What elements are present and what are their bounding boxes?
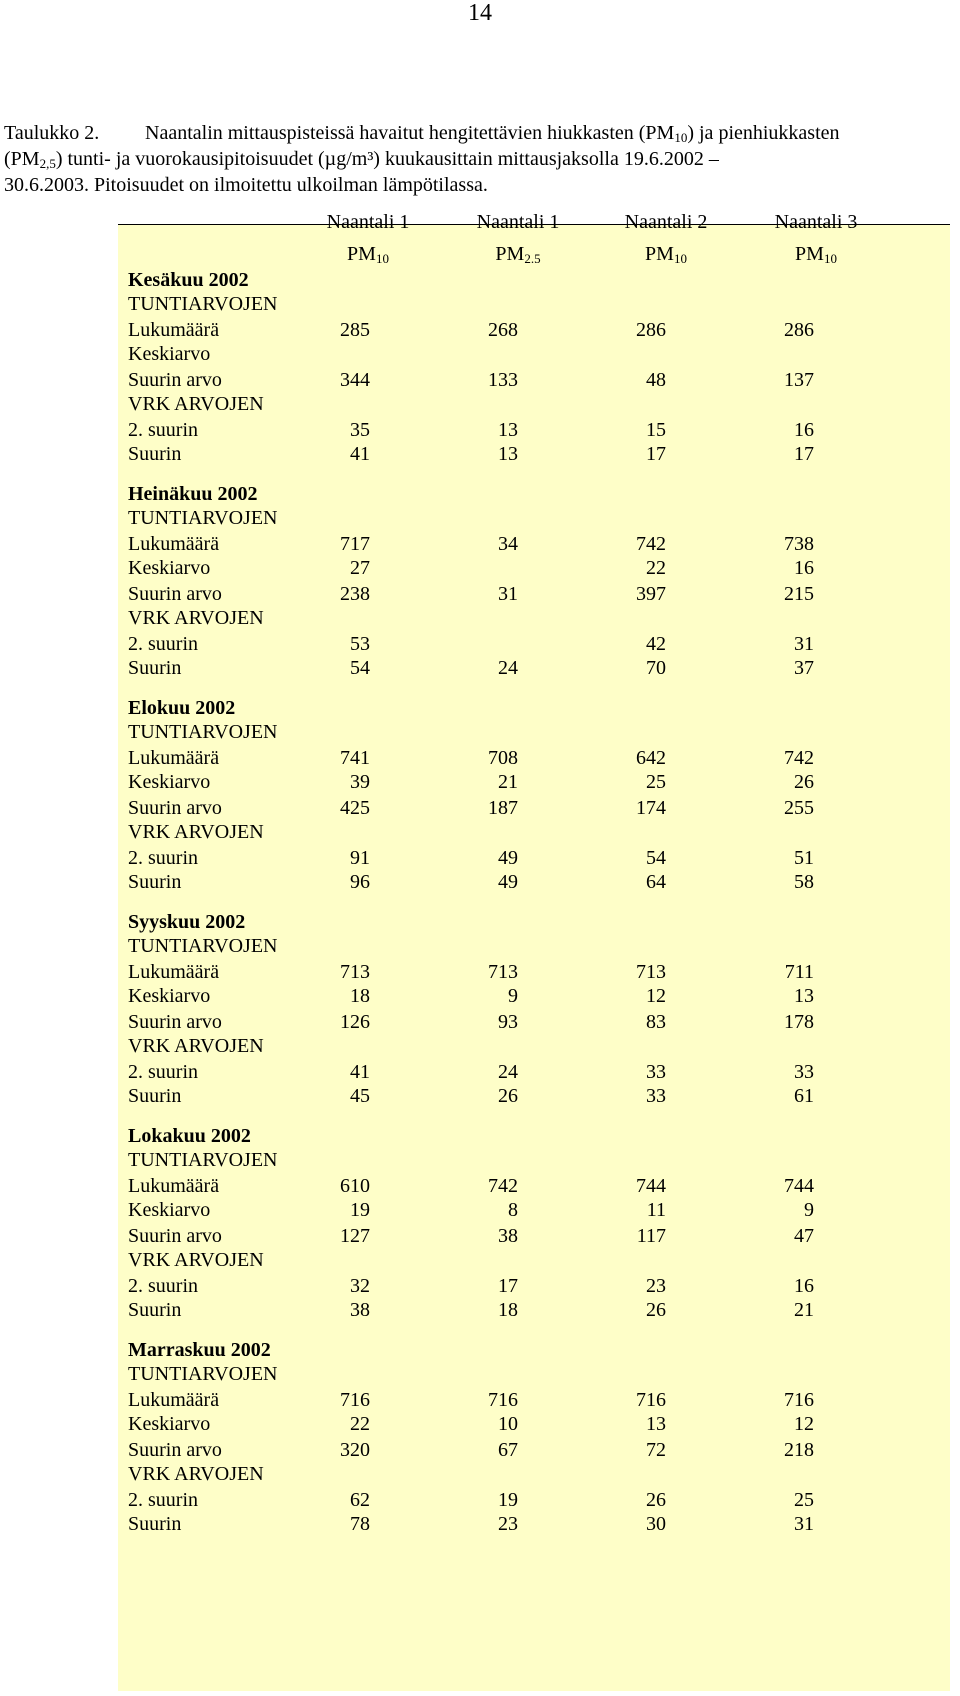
unit-subscript: 10 [673,251,687,266]
row-label: 2. suurin [128,1489,198,1511]
table-cell: 21 [498,771,518,793]
table-row [118,871,950,897]
table-cell: 34 [498,533,518,555]
row-label: TUNTIARVOJEN [128,1363,278,1385]
table-cell: 255 [784,797,814,819]
table-cell: 12 [646,985,666,1007]
table-cell: 218 [784,1439,814,1461]
column-header-station: Naantali 1 [326,211,410,233]
table-cell: 26 [498,1085,518,1107]
table-row [118,697,950,723]
table-row [118,319,950,345]
table-row [118,607,950,633]
table-row [118,1513,950,1539]
column-header-station: Naantali 3 [774,211,858,233]
table-row [118,911,950,937]
caption-line-3: 30.6.2003. Pitoisuudet on ilmoitettu ulkoilman lämpötilassa. [4,174,488,196]
month-heading: Elokuu 2002 [128,697,236,719]
table-cell: 33 [646,1061,666,1083]
table-cell: 716 [636,1389,666,1411]
table-cell: 72 [646,1439,666,1461]
row-label: TUNTIARVOJEN [128,293,278,315]
table-row [118,393,950,419]
table-cell: 286 [784,319,814,341]
table-cell: 126 [340,1011,370,1033]
row-label: Suurin arvo [128,1011,222,1033]
table-cell: 30 [646,1513,666,1535]
table-cell: 51 [794,847,814,869]
table-cell: 31 [794,633,814,655]
table-cell: 716 [488,1389,518,1411]
table-cell: 25 [646,771,666,793]
table-cell: 137 [784,369,814,391]
table-cell: 16 [794,1275,814,1297]
month-heading: Lokakuu 2002 [128,1125,251,1147]
table-cell: 19 [350,1199,370,1221]
table-cell: 744 [636,1175,666,1197]
table-cell: 12 [794,1413,814,1435]
row-label: Lukumäärä [128,1175,220,1197]
table-row [118,771,950,797]
row-label: Suurin arvo [128,369,222,391]
table-row [118,1249,950,1275]
row-label: TUNTIARVOJEN [128,1149,278,1171]
table-row [118,1035,950,1061]
table-row [118,507,950,533]
table-row [118,657,950,683]
table-row [118,443,950,469]
table-cell: 15 [646,419,666,441]
table-cell: 47 [794,1225,814,1247]
table-cell: 13 [498,419,518,441]
table-cell: 642 [636,747,666,769]
table-cell: 22 [350,1413,370,1435]
table-cell: 25 [794,1489,814,1511]
table-cell: 21 [794,1299,814,1321]
table-cell: 78 [350,1513,370,1535]
row-label: Suurin arvo [128,1439,222,1461]
table-row [118,269,950,295]
table-cell: 37 [794,657,814,679]
table-cell: 31 [498,583,518,605]
table-cell: 17 [646,443,666,465]
table-row [118,1275,950,1301]
table-cell: 41 [350,443,370,465]
row-label: Suurin [128,657,182,679]
table-cell: 742 [636,533,666,555]
row-label: Suurin [128,1513,182,1535]
row-label: Keskiarvo [128,557,211,579]
table-cell: 13 [794,985,814,1007]
table-cell: 344 [340,369,370,391]
table-cell: 13 [646,1413,666,1435]
row-label: Suurin arvo [128,797,222,819]
table-cell: 23 [646,1275,666,1297]
table-cell: 33 [794,1061,814,1083]
table-row [118,1149,950,1175]
table-cell: 24 [498,1061,518,1083]
table-cell: 19 [498,1489,518,1511]
table-row [118,1125,950,1151]
table-cell: 38 [350,1299,370,1321]
table-cell: 93 [498,1011,518,1033]
table-row [118,343,950,369]
table-cell: 61 [794,1085,814,1107]
row-label: Suurin [128,1299,182,1321]
table-cell: 32 [350,1275,370,1297]
table-row [118,721,950,747]
table-cell: 27 [350,557,370,579]
table-cell: 17 [794,443,814,465]
table-cell: 45 [350,1085,370,1107]
row-label: Keskiarvo [128,771,211,793]
column-header-unit: $PM_{10}$ [645,243,687,266]
table-row [118,1085,950,1111]
page-number: 14 [468,0,492,26]
row-label: Lukumäärä [128,533,220,555]
caption-label: Taulukko 2. [4,122,100,144]
row-label: VRK ARVOJEN [128,1249,264,1271]
table-cell: 744 [784,1175,814,1197]
table-cell: 22 [646,557,666,579]
table-row [118,797,950,823]
table-cell: 41 [350,1061,370,1083]
table-cell: 425 [340,797,370,819]
table-row [118,1489,950,1515]
row-label: TUNTIARVOJEN [128,507,278,529]
row-label: 2. suurin [128,419,198,441]
table-row [118,583,950,609]
table-cell: 238 [340,583,370,605]
table-row [118,293,950,319]
table-row [118,1339,950,1365]
table-row [118,1463,950,1489]
month-heading: Marraskuu 2002 [128,1339,271,1361]
table-cell: 33 [646,1085,666,1107]
table-row [118,1225,950,1251]
table-cell: 9 [804,1199,814,1221]
table-row [118,1299,950,1325]
row-label: 2. suurin [128,1061,198,1083]
table-row [118,419,950,445]
table-cell: 117 [636,1225,666,1247]
row-label: VRK ARVOJEN [128,607,264,629]
table-cell: 320 [340,1439,370,1461]
table-row [118,1389,950,1415]
table-cell: 741 [340,747,370,769]
caption-line-2: $(PM_{2,5})$ tunti- ja vuorokausipitoisuudet (µg/m³) kuukausittain mittausjaksolla 19.6.2002 – [4,148,719,171]
table-cell: 49 [498,871,518,893]
column-header-station: Naantali 1 [476,211,560,233]
row-label: Suurin [128,1085,182,1107]
table-cell: 58 [794,871,814,893]
table-cell: 713 [488,961,518,983]
table-cell: 11 [646,1199,666,1221]
table-row [118,1363,950,1389]
table-cell: 26 [794,771,814,793]
month-heading: Heinäkuu 2002 [128,483,258,505]
table-row [118,633,950,659]
table-cell: 8 [508,1199,518,1221]
table-cell: 610 [340,1175,370,1197]
table-cell: 742 [784,747,814,769]
table-cell: 31 [794,1513,814,1535]
row-label: Keskiarvo [128,1199,211,1221]
table-cell: 133 [488,369,518,391]
row-label: 2. suurin [128,1275,198,1297]
row-label: 2. suurin [128,847,198,869]
row-label: TUNTIARVOJEN [128,721,278,743]
table-cell: 17 [498,1275,518,1297]
table-cell: 64 [646,871,666,893]
table-cell: 23 [498,1513,518,1535]
table-cell: 10 [498,1413,518,1435]
table-cell: 127 [340,1225,370,1247]
table-cell: 18 [498,1299,518,1321]
table-cell: 26 [646,1489,666,1511]
table-row [118,1175,950,1201]
row-label: Lukumäärä [128,1389,220,1411]
table-cell: 62 [350,1489,370,1511]
table-cell: 49 [498,847,518,869]
table-cell: 35 [350,419,370,441]
table-cell: 96 [350,871,370,893]
table-cell: 215 [784,583,814,605]
table-cell: 48 [646,369,666,391]
caption-line-1: Naantalin mittauspisteissä havaitut hengitettävien hiukkasten $(PM_{10})$ ja pienhiukkasten [145,122,840,145]
row-label: VRK ARVOJEN [128,821,264,843]
table-cell: 711 [784,961,814,983]
row-label: Keskiarvo [128,985,211,1007]
table-row [118,821,950,847]
column-header-station: Naantali 2 [624,211,708,233]
row-label: Suurin arvo [128,1225,222,1247]
table-row [118,747,950,773]
table-row [118,847,950,873]
table-row [118,533,950,559]
table-cell: 38 [498,1225,518,1247]
month-heading: Kesäkuu 2002 [128,269,249,291]
row-label: Suurin [128,871,182,893]
row-label: Lukumäärä [128,319,220,341]
table-row [118,1061,950,1087]
table-cell: 91 [350,847,370,869]
table-cell: 42 [646,633,666,655]
table-row [118,961,950,987]
table-cell: 18 [350,985,370,1007]
row-label: TUNTIARVOJEN [128,935,278,957]
table-row [118,369,950,395]
table-row [118,1011,950,1037]
table-cell: 286 [636,319,666,341]
table-cell: 716 [784,1389,814,1411]
table-cell: 53 [350,633,370,655]
table-cell: 187 [488,797,518,819]
row-label: Lukumäärä [128,961,220,983]
data-table [118,211,950,1691]
row-label: VRK ARVOJEN [128,1035,264,1057]
table-cell: 54 [350,657,370,679]
table-row [118,985,950,1011]
table-cell: 54 [646,847,666,869]
table-cell: 742 [488,1175,518,1197]
table-row [118,557,950,583]
table-cell: 708 [488,747,518,769]
row-label: Lukumäärä [128,747,220,769]
row-label: 2. suurin [128,633,198,655]
table-cell: 16 [794,557,814,579]
table-row [118,1199,950,1225]
column-header-unit: $PM_{2.5}$ [495,243,541,266]
table-row [118,1439,950,1465]
table-cell: 39 [350,771,370,793]
table-cell: 16 [794,419,814,441]
table-cell: 174 [636,797,666,819]
row-label: Suurin [128,443,182,465]
table-cell: 13 [498,443,518,465]
table-cell: 9 [508,985,518,1007]
table-cell: 178 [784,1011,814,1033]
row-label: Keskiarvo [128,1413,211,1435]
table-cell: 716 [340,1389,370,1411]
table-cell: 26 [646,1299,666,1321]
table-cell: 67 [498,1439,518,1461]
unit-subscript: 10 [823,251,837,266]
month-heading: Syyskuu 2002 [128,911,246,933]
unit-subscript: 10 [375,251,389,266]
column-header-unit: $PM_{10}$ [795,243,837,266]
table-cell: 713 [340,961,370,983]
table-row [118,935,950,961]
row-label: VRK ARVOJEN [128,393,264,415]
unit-subscript: 2.5 [524,251,541,266]
table-cell: 738 [784,533,814,555]
row-label: Suurin arvo [128,583,222,605]
table-cell: 268 [488,319,518,341]
table-row [118,483,950,509]
row-label: VRK ARVOJEN [128,1463,264,1485]
table-row [118,1413,950,1439]
table-cell: 397 [636,583,666,605]
column-header-unit: $PM_{10}$ [347,243,389,266]
table-cell: 83 [646,1011,666,1033]
table-cell: 24 [498,657,518,679]
table-cell: 717 [340,533,370,555]
table-cell: 285 [340,319,370,341]
row-label: Keskiarvo [128,343,211,365]
table-cell: 70 [646,657,666,679]
table-cell: 713 [636,961,666,983]
